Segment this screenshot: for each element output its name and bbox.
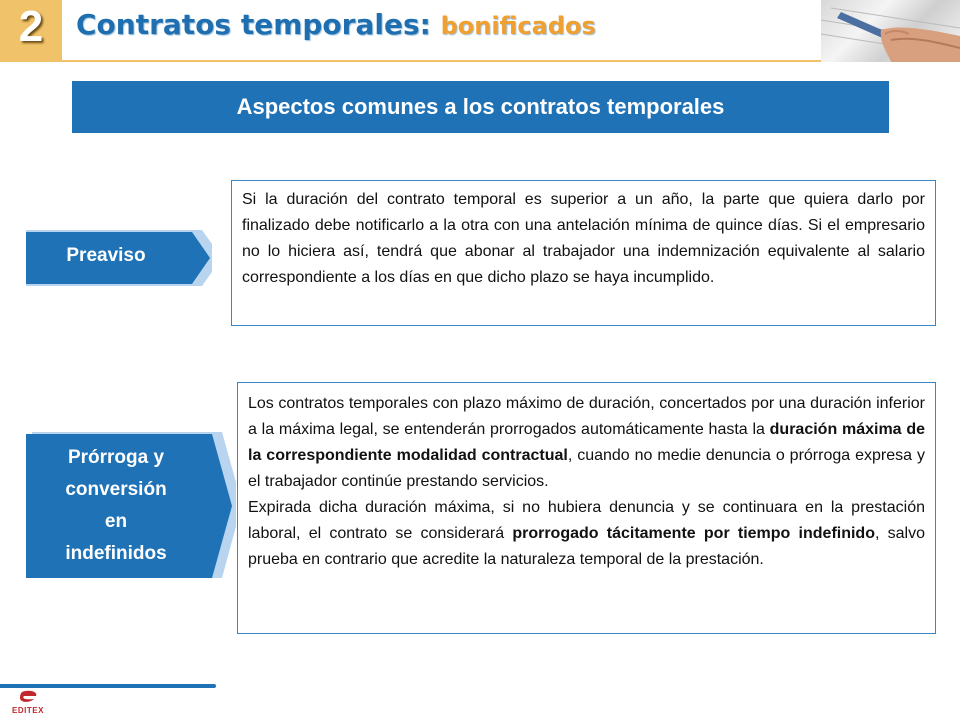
tag-prorroga bbox=[22, 428, 236, 580]
editex-logo-icon bbox=[8, 690, 48, 706]
section-banner-text: Aspectos comunes a los contratos temporales bbox=[236, 94, 725, 119]
writing-hand-icon bbox=[821, 0, 960, 62]
text-box-preaviso bbox=[231, 180, 936, 326]
paragraph-prorroga-1 bbox=[248, 391, 925, 495]
tag-prorroga-label bbox=[26, 442, 206, 570]
header-divider bbox=[62, 60, 822, 62]
slide-title-sub: bonificados bbox=[440, 12, 596, 40]
paragraph-preaviso bbox=[242, 187, 925, 291]
tag-prorroga-line: conversión bbox=[65, 479, 167, 500]
slide-title-main: Contratos temporales: bbox=[76, 8, 431, 41]
text-run-bold: prorrogado tácitamente por tiempo indefinido bbox=[512, 525, 875, 542]
tag-prorroga-line: en bbox=[104, 511, 128, 532]
section-banner bbox=[72, 81, 889, 133]
editex-logo-text: EDITEX bbox=[12, 706, 44, 715]
tag-prorroga-line: indefinidos bbox=[65, 543, 167, 564]
chapter-number-box bbox=[0, 0, 62, 62]
header-photo-writing-hand bbox=[821, 0, 960, 62]
text-run: Los contratos temporales con plazo máximo de duración, concertados por una duración inferior a la máxima legal, se entenderán prorrogados automáticamente hasta la bbox=[248, 395, 925, 438]
text-run: Expirada dicha duración máxima, si no hubiera denuncia y se continuara en la prestación laboral, el contrato se considerará bbox=[248, 499, 925, 542]
text-run-bold: duración máxima de la correspondiente modalidad contractual bbox=[248, 421, 925, 464]
slide-title bbox=[76, 8, 596, 41]
text-run: , cuando no medie denuncia o prórroga expresa y el trabajador continúe prestando servicios. bbox=[248, 447, 925, 490]
tag-preaviso-label: Preaviso bbox=[66, 245, 146, 266]
paragraph-prorroga-2 bbox=[248, 495, 925, 573]
slide-header bbox=[0, 0, 960, 62]
tag-prorroga-line: Prórroga y bbox=[67, 447, 165, 468]
text-box-prorroga bbox=[237, 382, 936, 634]
footer-divider bbox=[0, 684, 216, 688]
chapter-number: 2 bbox=[18, 2, 44, 51]
text-run: Si la duración del contrato temporal es superior a un año, la parte que quiera darlo por finalizado debe notificarlo a la otra con una antelación mínima de quince días. Si el empresario no lo hiciera así, tendrá que abonar al trabajador una indemnización equivalente al salario correspondiente a los días en que dicho plazo se haya incumplido. bbox=[242, 191, 925, 286]
tag-preaviso bbox=[22, 226, 212, 286]
editex-logo bbox=[8, 690, 48, 718]
text-run: , salvo prueba en contrario que acredite la naturaleza temporal de la prestación. bbox=[248, 525, 925, 568]
